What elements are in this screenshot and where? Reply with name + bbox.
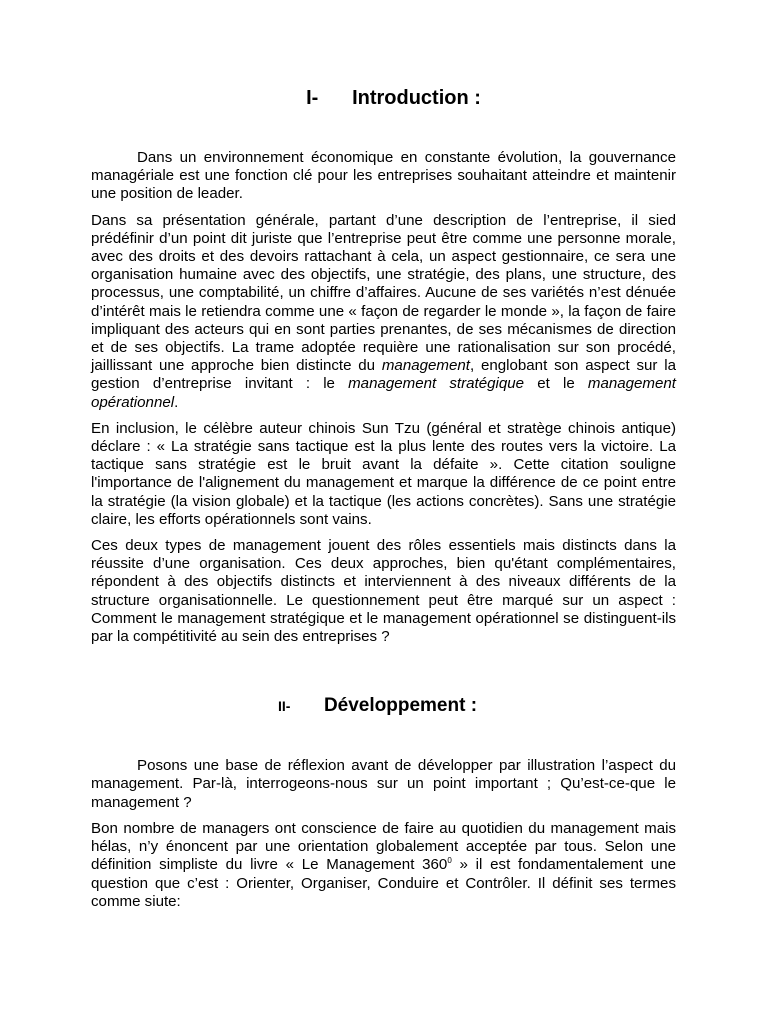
section-2-number: II- — [277, 698, 291, 715]
emphasis-management-strategique: management stratégique — [348, 375, 525, 393]
section-2-heading — [79, 694, 676, 718]
emphasis-management: management — [381, 357, 470, 375]
development-paragraph-1: Posons une base de réflexion avant de développer par illustration l’aspect du management. Par-là, interrogeons-nous sur un point important ; Qu’est-ce-que le management ? — [91, 757, 676, 811]
intro-paragraph-4: Ces deux types de management jouent des rôles essentiels mais distincts dans la réussite d’une organisation. Ces deux approches, bien qu'étant complémentaires, répondent à des objectifs distincts et interviennent à des niveaux différents de la structure organisationnelle. Le questionnement peut être marqué sur un aspect : Comment le management stratégique et le management opérationnel se distinguent-ils par la compétitivité au sein des entreprises ? — [91, 537, 676, 646]
intro-paragraph-1: Dans un environnement économique en constante évolution, la gouvernance managériale est une fonction clé pour les entreprises souhaitant atteindre et maintenir une position de leader. — [91, 149, 676, 203]
section-1-number: I- — [306, 87, 319, 109]
superscript-degree: 0 — [447, 856, 452, 866]
intro-paragraph-2: Dans sa présentation générale, partant d’une description de l’entreprise, il sied prédéfinir d’un point dit juriste que l’entreprise peut être comme une personne morale, avec des droits et des devoirs rattachant à cela, un aspect gestionnaire, ce sera une organisation humaine avec des objectifs, une stratégie, des plans, une structure, des processus, une comptabilité, un chiffre d’affaires. Aucune de ses variétés n’est dénuée d’intérêt mais le retiendra comme une « façon de regarder le monde », la façon de faire impliquant des acteurs qui en sont parties prenantes, de ses mécanismes de direction et de ses objectifs. La trame adoptée requière une rationalisation sur son procédé, jaillissant une approche bien distincte du management, englobant son aspect sur la gestion d’entreprise invitant : le management stratégique et le management opérationnel. — [91, 211, 676, 411]
section-1-title: Introduction : — [352, 87, 481, 109]
section-1-heading — [111, 86, 676, 110]
document-page — [91, 86, 676, 919]
intro-paragraph-3: En inclusion, le célèbre auteur chinois Sun Tzu (général et stratège chinois antique) déclare : « La stratégie sans tactique est la plus lente des routes vers la victoire. La tactique sans stratégie est le bruit avant la défaite ». Cette citation souligne l'importance de l'alignement du management et marque la différence de ce point entre la stratégie (la vision globale) et la tactique (les actions concrètes). Sans une stratégie claire, les efforts opérationnels sont vains. — [91, 419, 676, 528]
section-2-title: Développement : — [323, 695, 478, 717]
emphasis-management-operationnel: management opérationnel — [91, 375, 676, 411]
development-paragraph-2: Bon nombre de managers ont conscience de faire au quotidien du management mais hélas, n’y énoncent par une orientation globalement acceptée par tous. Selon une définition simpliste du livre « Le Management $360^0$ » il est fondamentalement une question que c’est : Orienter, Organiser, Conduire et Contrôler. Il définit ses termes comme siute: — [91, 819, 676, 910]
